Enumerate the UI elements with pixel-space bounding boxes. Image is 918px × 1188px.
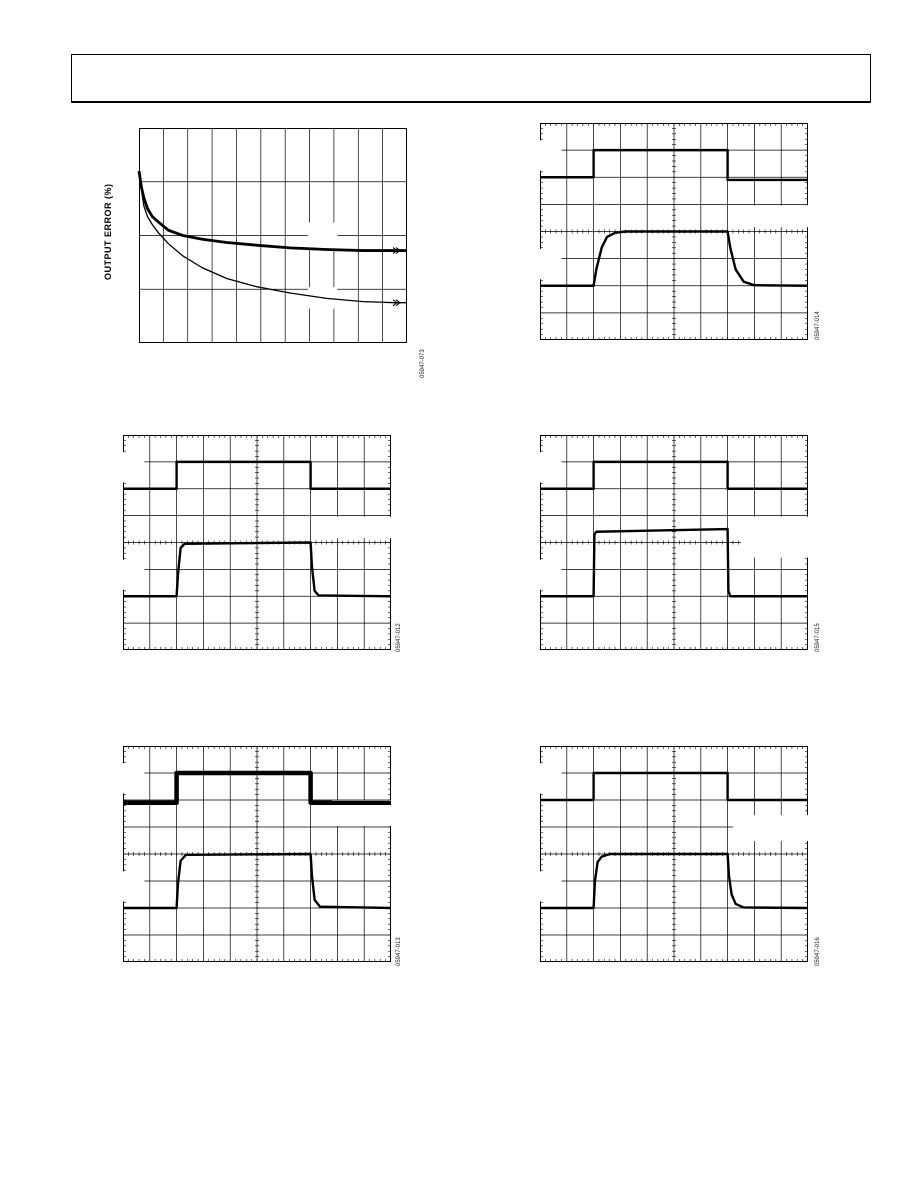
label-gap [741, 536, 808, 558]
y-axis-label: OUTPUT ERROR (%) [103, 183, 113, 280]
scope-plot-5-svg [540, 746, 808, 962]
scope-plot-5 [540, 746, 808, 962]
label-gap [123, 763, 144, 793]
label-gap [540, 871, 561, 901]
scope-plot-4 [123, 746, 391, 962]
scope-plot-2 [123, 435, 391, 650]
series-line-2 [139, 171, 407, 303]
label-gap [123, 560, 144, 590]
scope-plot-1-svg [540, 123, 808, 340]
figure-id: 05947-073 [420, 349, 426, 378]
output-error-chart [139, 128, 407, 343]
scope-plot-2-svg [123, 435, 391, 650]
label-gap [308, 223, 337, 249]
scope-plot-1 [540, 123, 808, 340]
scope-plot-3-svg [540, 435, 808, 650]
figure-id: 05947-013 [396, 937, 402, 966]
label-gap [733, 205, 808, 227]
label-gap [123, 871, 144, 901]
figure-id: 05947-015 [815, 623, 821, 652]
label-gap [540, 763, 561, 793]
series-line-1 [139, 171, 407, 251]
label-gap [123, 452, 144, 482]
output-error-plot [139, 128, 407, 343]
label-gap [733, 517, 808, 539]
figure-id: 05947-012 [396, 623, 402, 652]
label-gap [540, 249, 561, 279]
figure-id: 05947-016 [815, 937, 821, 966]
label-gap [540, 452, 561, 482]
page-header-box [71, 54, 871, 103]
label-gap [540, 560, 561, 590]
label-gap [540, 140, 561, 170]
scope-plot-4-svg [123, 746, 391, 962]
figure-id: 05947-014 [815, 311, 821, 340]
scope-plot-3 [540, 435, 808, 650]
label-gap [733, 815, 808, 841]
label-gap [316, 517, 391, 539]
